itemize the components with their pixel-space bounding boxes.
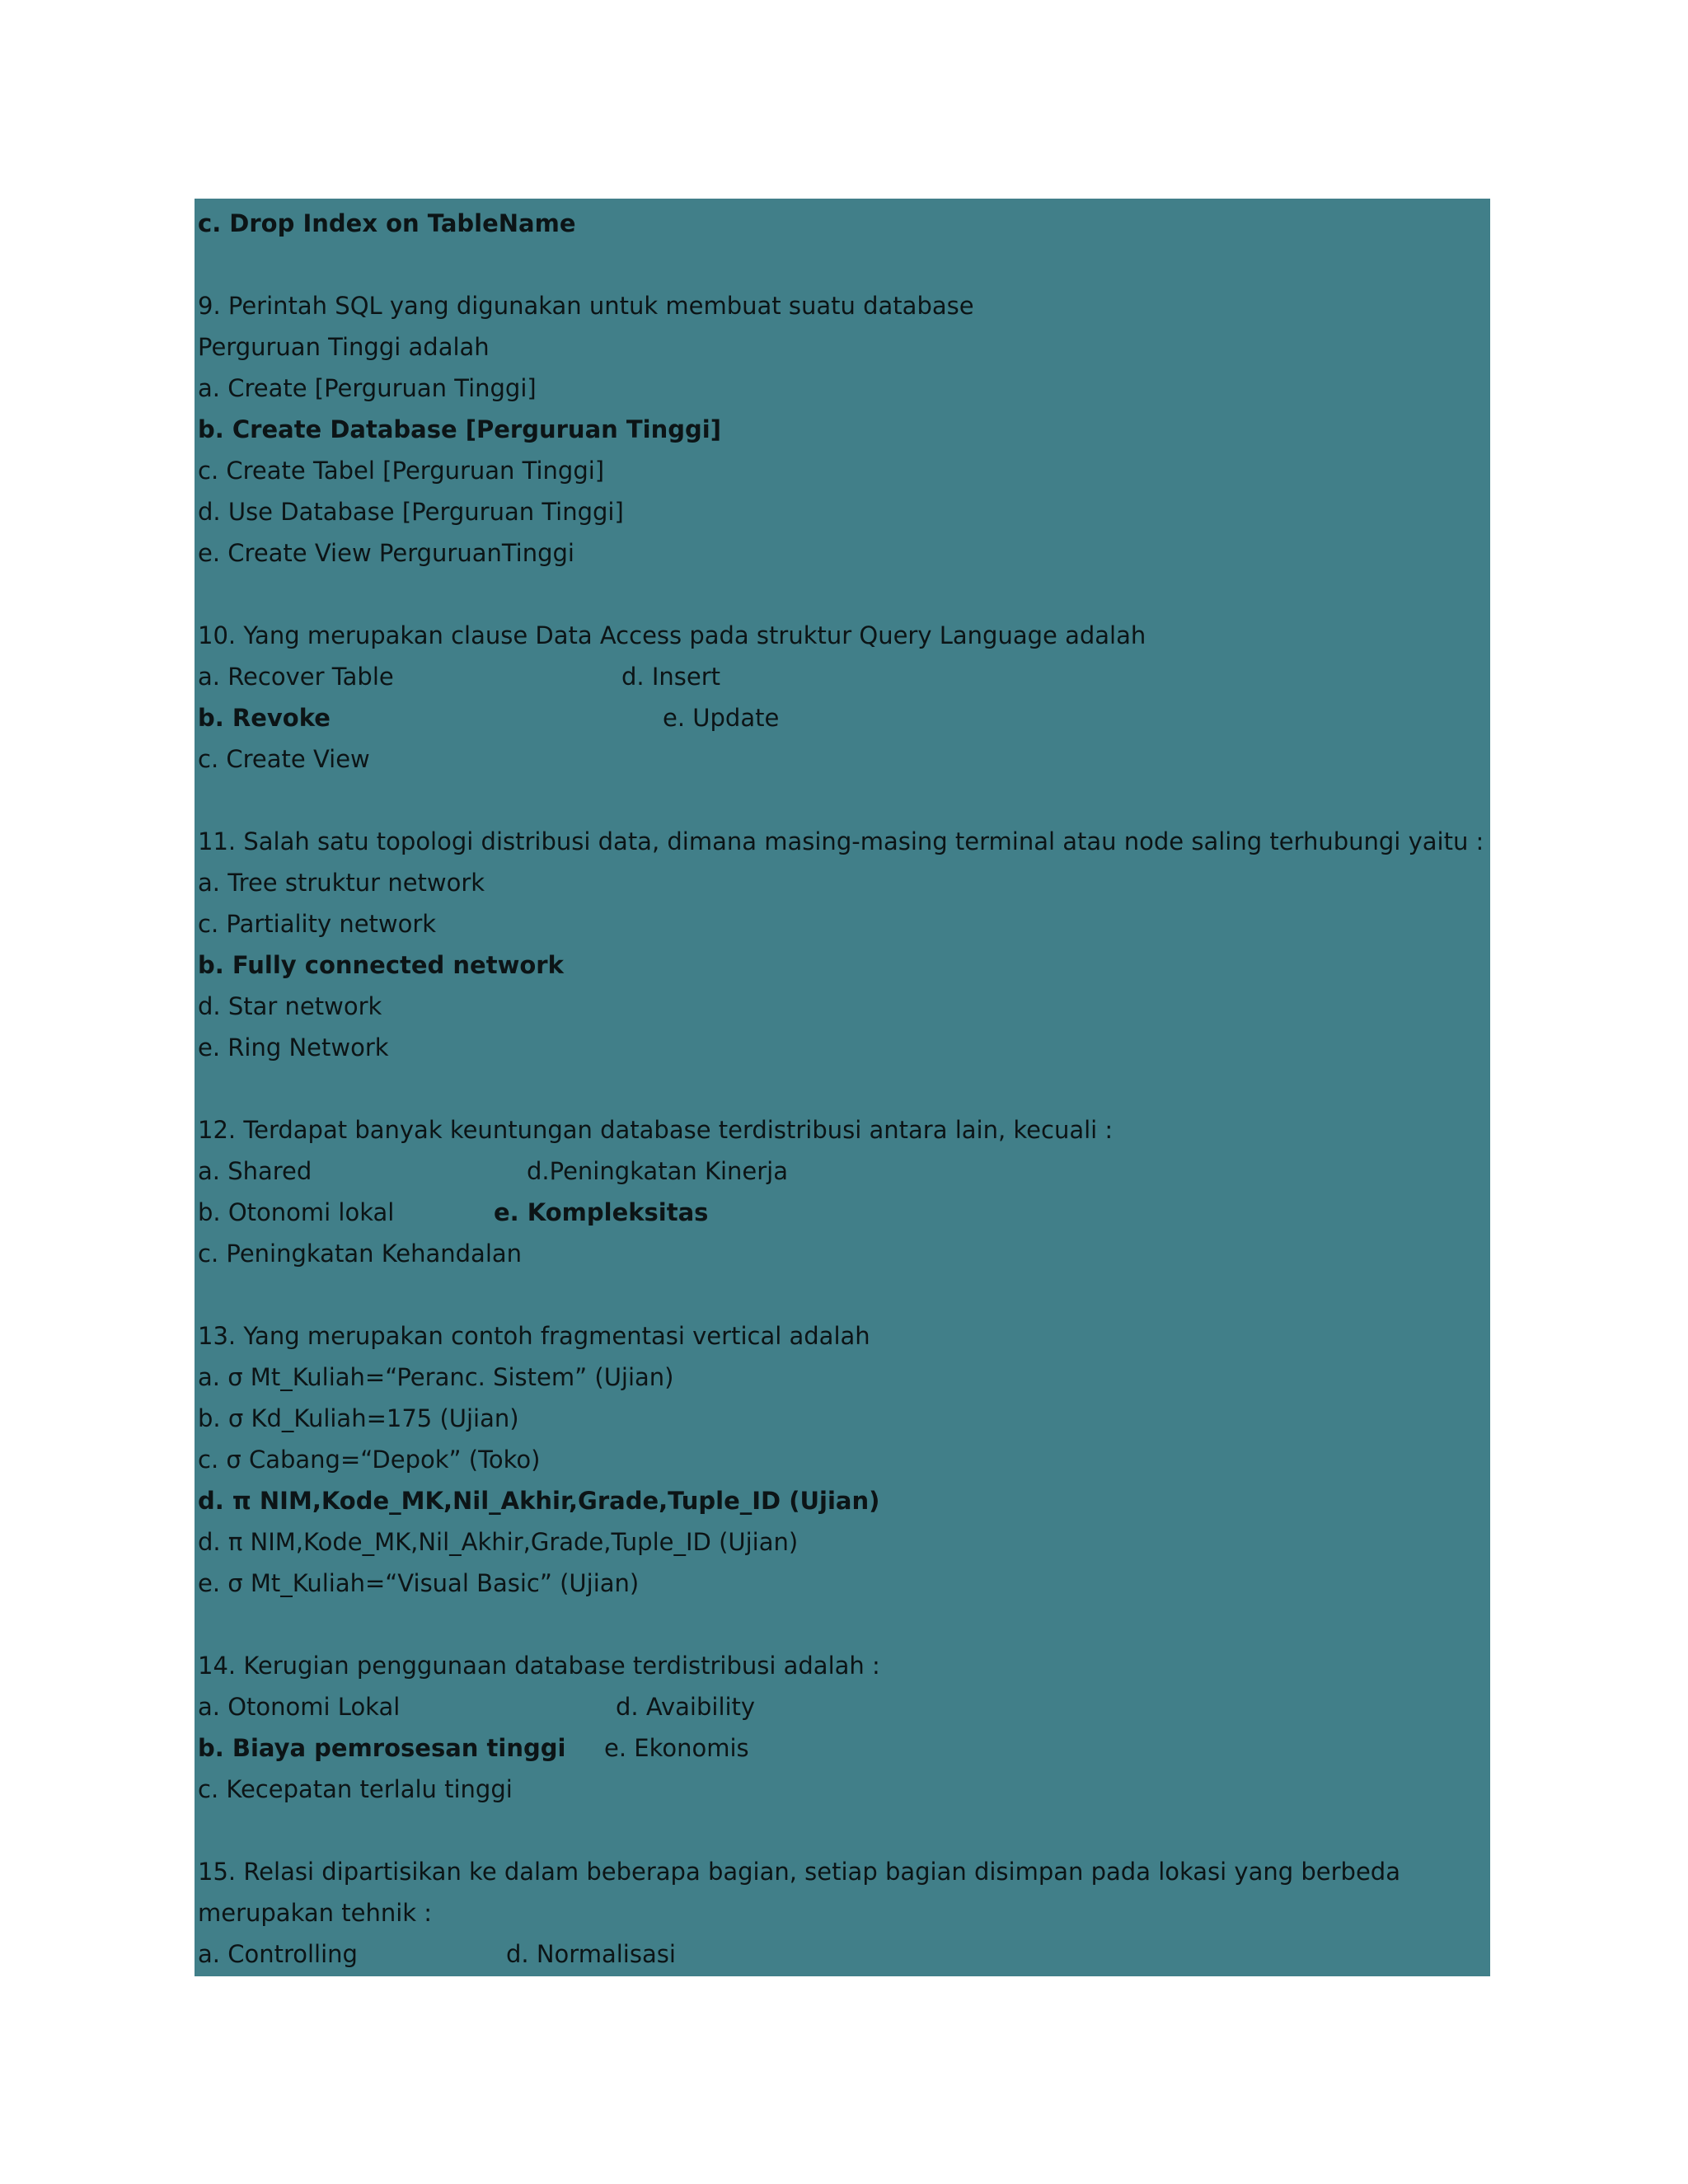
q14-option-c: c. Kecepatan terlalu tinggi [198, 1775, 513, 1803]
q13-option-c: c. σ Cabang=“Depok” (Toko) [198, 1446, 541, 1474]
q8-answer-c: c. Drop Index on TableName [198, 209, 576, 237]
q12-option-b: b. Otonomi lokal [198, 1198, 395, 1226]
q13-option-e: e. σ Mt_Kuliah=“Visual Basic” (Ujian) [198, 1569, 640, 1597]
q11-option-e: e. Ring Network [198, 1033, 389, 1062]
q15-question-line2: merupakan tehnik : [198, 1899, 433, 1927]
q9-option-c: c. Create Tabel [Perguruan Tinggi] [198, 457, 605, 485]
q13-option-a: a. σ Mt_Kuliah=“Peranc. Sistem” (Ujian) [198, 1363, 674, 1391]
q10-question: 10. Yang merupakan clause Data Access pada struktur Query Language adalah [198, 621, 1146, 649]
highlighted-content-panel [195, 199, 1490, 1976]
q14-option-d: d. Avaibility [616, 1693, 756, 1721]
q15-option-a: a. Controlling [198, 1940, 358, 1968]
q11-option-d: d. Star network [198, 992, 382, 1020]
q11-question: 11. Salah satu topologi distribusi data, dimana masing-masing terminal atau node saling terhubungi yaitu : [198, 827, 1484, 855]
q14-option-a: a. Otonomi Lokal [198, 1693, 401, 1721]
q14-option-b: b. Biaya pemrosesan tinggi [198, 1734, 566, 1762]
q15-option-d: d. Normalisasi [506, 1940, 676, 1968]
q12-option-d: d.Peningkatan Kinerja [527, 1157, 788, 1185]
q9-option-d: d. Use Database [Perguruan Tinggi] [198, 498, 624, 526]
q9-question-line2: Perguruan Tinggi adalah [198, 333, 490, 361]
q10-option-c: c. Create View [198, 745, 370, 773]
q13-question: 13. Yang merupakan contoh fragmentasi vertical adalah [198, 1322, 870, 1350]
q12-option-e: e. Kompleksitas [494, 1198, 709, 1226]
q12-option-c: c. Peningkatan Kehandalan [198, 1240, 523, 1268]
q10-option-d: d. Insert [621, 663, 721, 691]
q13-option-d-bold: d. π NIM,Kode_MK,Nil_Akhir,Grade,Tuple_ID (Ujian) [198, 1487, 880, 1515]
q9-option-b: b. Create Database [Perguruan Tinggi] [198, 415, 721, 443]
q11-option-c: c. Partiality network [198, 910, 437, 938]
q13-option-b: b. σ Kd_Kuliah=175 (Ujian) [198, 1404, 519, 1432]
q14-option-e: e. Ekonomis [604, 1734, 749, 1762]
q9-option-a: a. Create [Perguruan Tinggi] [198, 374, 537, 402]
q10-option-a: a. Recover Table [198, 663, 394, 691]
q11-option-b: b. Fully connected network [198, 951, 564, 979]
q13-option-d: d. π NIM,Kode_MK,Nil_Akhir,Grade,Tuple_ID (Ujian) [198, 1528, 799, 1556]
q10-option-b: b. Revoke [198, 704, 331, 732]
q10-option-e: e. Update [663, 704, 780, 732]
q9-question-line1: 9. Perintah SQL yang digunakan untuk membuat suatu database [198, 292, 974, 320]
q9-option-e: e. Create View PerguruanTinggi [198, 539, 574, 567]
q15-question-line1: 15. Relasi dipartisikan ke dalam beberapa bagian, setiap bagian disimpan pada lokasi yang berbeda [198, 1858, 1400, 1886]
q12-question: 12. Terdapat banyak keuntungan database terdistribusi antara lain, kecuali : [198, 1116, 1114, 1144]
q12-option-a: a. Shared [198, 1157, 312, 1185]
q14-question: 14. Kerugian penggunaan database terdistribusi adalah : [198, 1652, 880, 1680]
q11-option-a: a. Tree struktur network [198, 869, 485, 897]
